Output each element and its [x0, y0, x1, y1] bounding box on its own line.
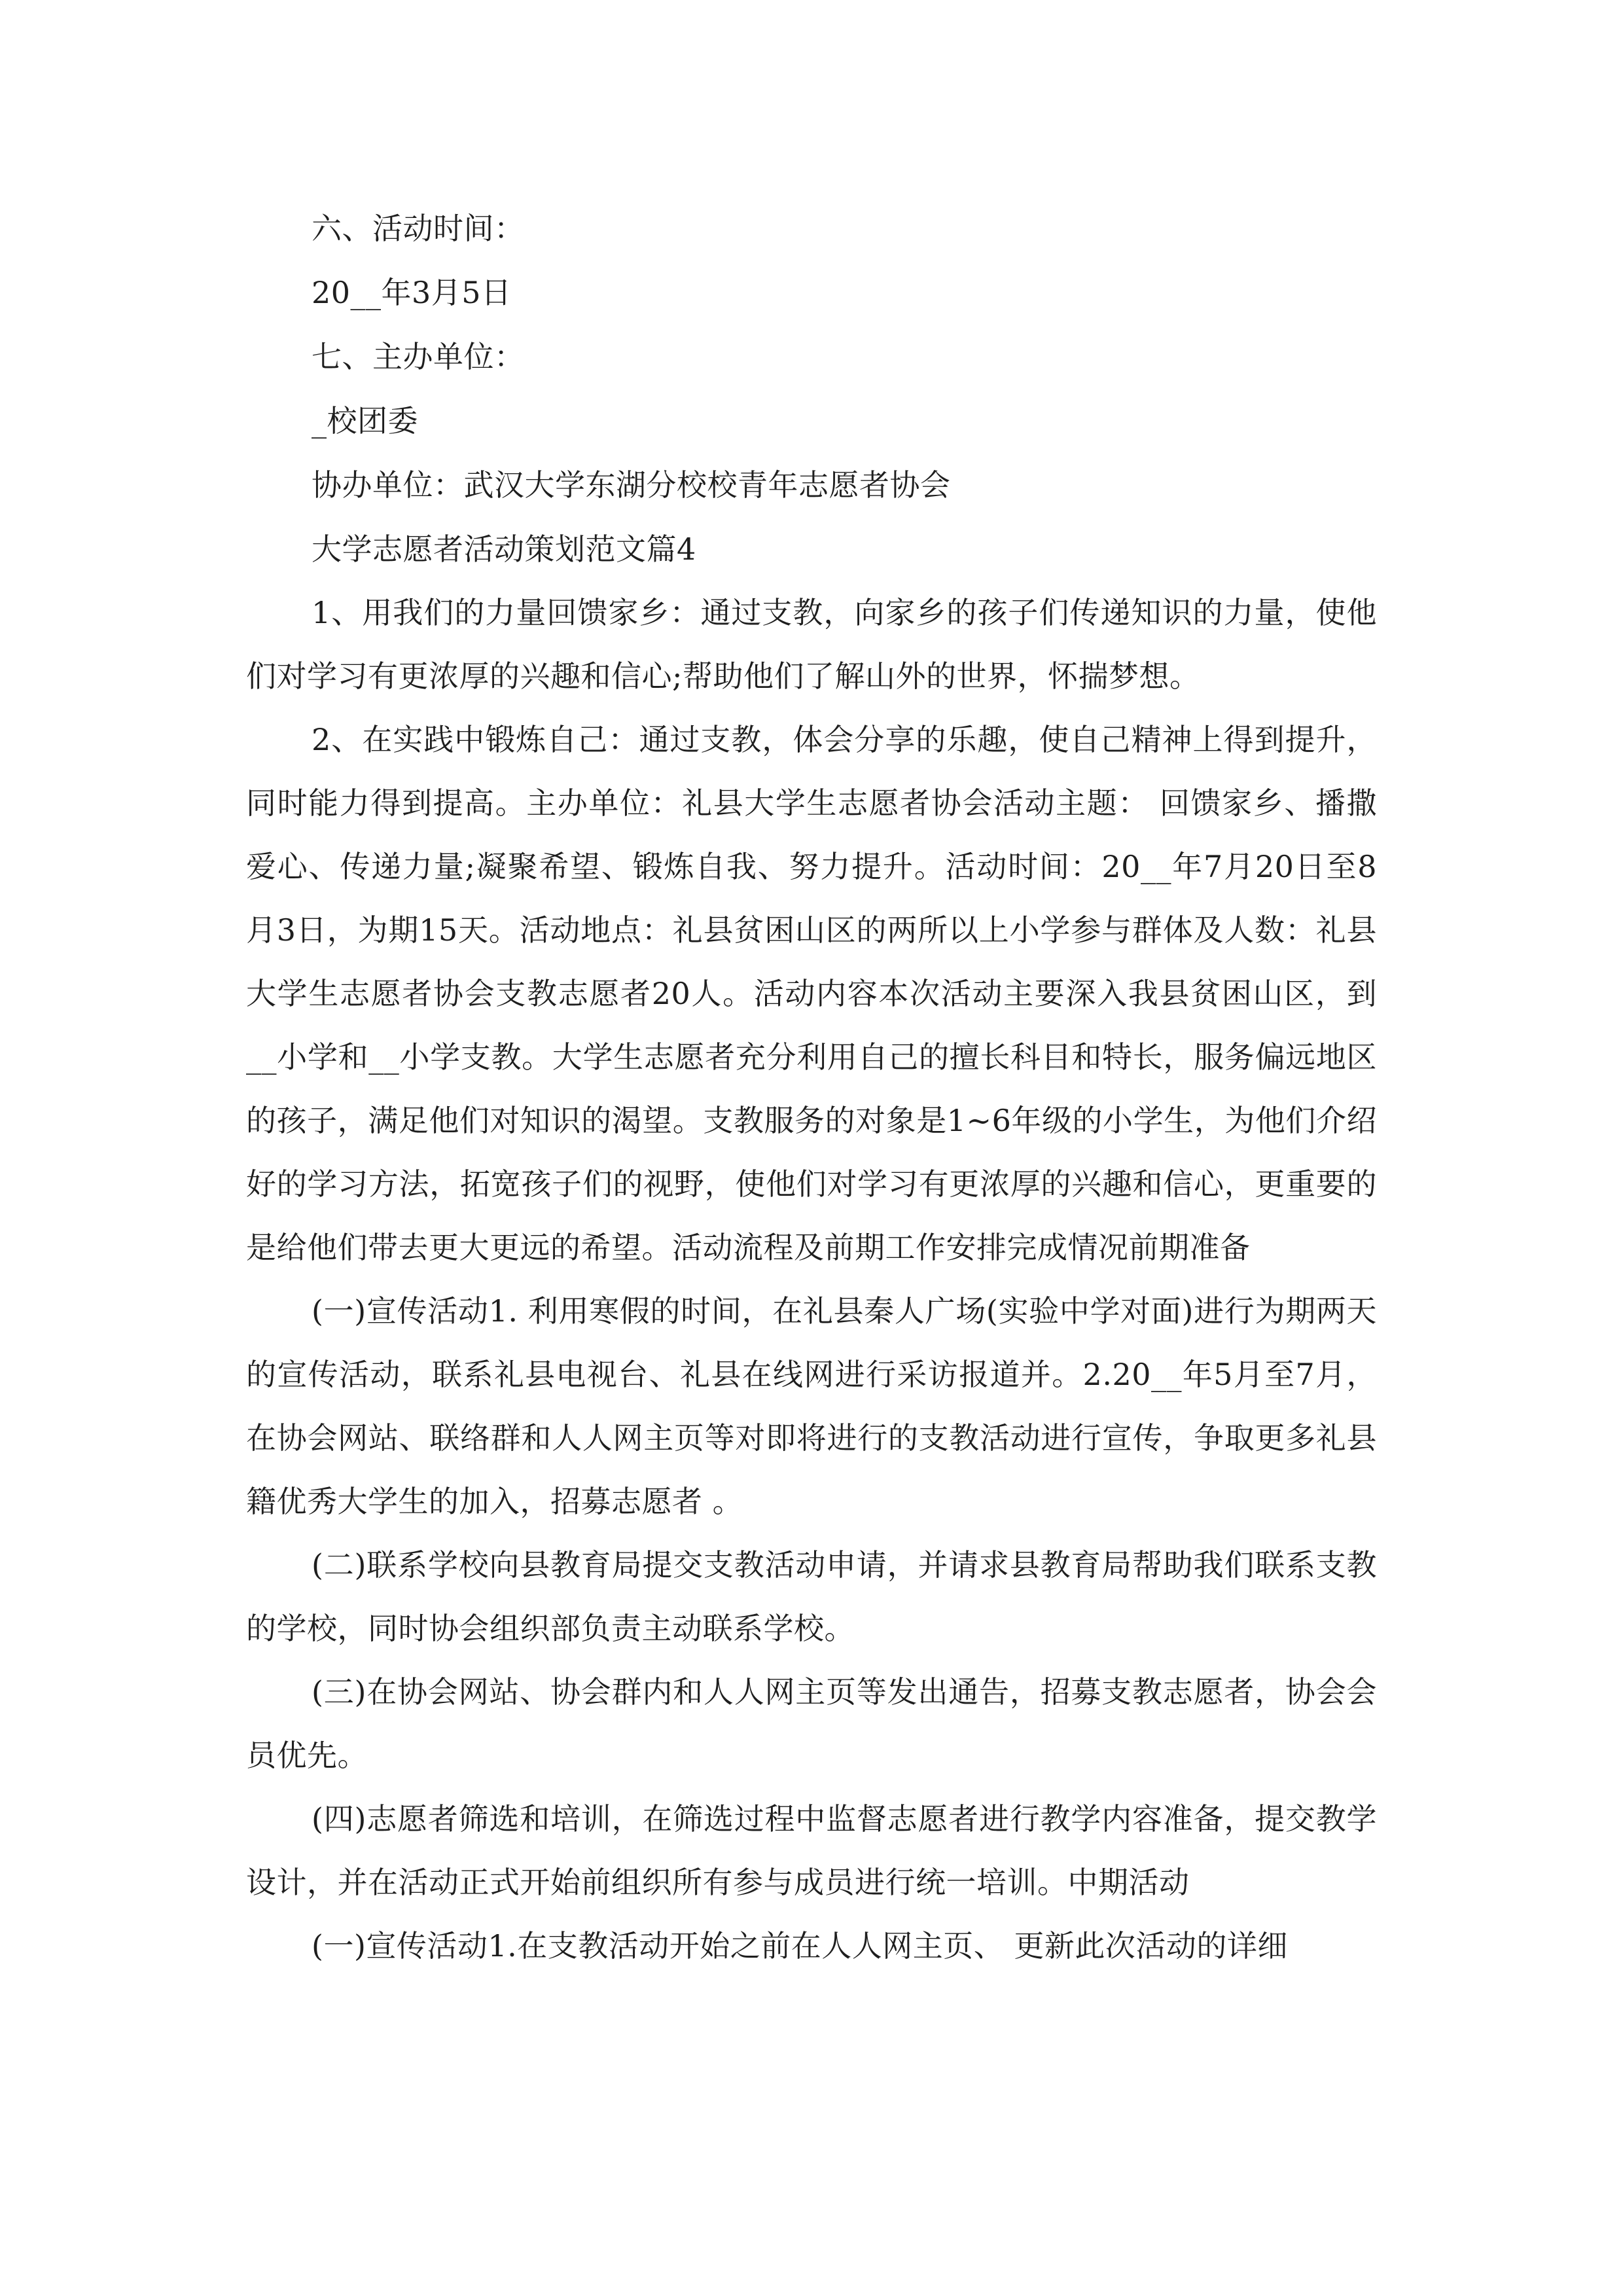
paragraph-contact-schools: (二)联系学校向县教育局提交支教活动申请，并请求县教育局帮助我们联系支教的学校，同时协会组织部负责主动联系学校。: [246, 1547, 1377, 1646]
organizer-name: _校团委: [312, 403, 418, 439]
activity-date: 20__年3月5日: [312, 275, 512, 310]
paragraph-publicity: (一)宣传活动1. 利用寒假的时间，在礼县秦人广场(实验中学对面)进行为期两天的宣传活动，联系礼县电视台、礼县在线网进行采访报道并。2.20__年5月至7月，在协会网站、联络群和人人网主页等对即将进行的支教活动进行宣传，争取更多礼县籍优秀大学生的加入，招募志愿者 。: [246, 1293, 1377, 1519]
co-organizer: 协办单位：武汉大学东湖分校校青年志愿者协会: [312, 467, 951, 503]
paragraph-notice: (三)在协会网站、协会群内和人人网主页等发出通告，招募支教志愿者，协会会员优先。: [246, 1674, 1377, 1773]
section-heading-activity-time: 六、活动时间：: [312, 211, 525, 246]
section-heading-organizer: 七、主办单位：: [312, 339, 525, 374]
document-body: [246, 196, 1377, 1978]
paragraph-goal-2: 2、在实践中锻炼自己：通过支教，体会分享的乐趣，使自己精神上得到提升，同时能力得到提高。主办单位：礼县大学生志愿者协会活动主题： 回馈家乡、播撒爱心、传递力量;凝聚希望、锻炼自我、努力提升。活动时间：20__年7月20日至8月3日，为期15天。活动地点：礼县贫困山区的两所以上小学参与群体及人数：礼县大学生志愿者协会支教志愿者20人。活动内容本次活动主要深入我县贫困山区，到__小学和__小学支教。大学生志愿者充分利用自己的擅长科目和特长，服务偏远地区的孩子，满足他们对知识的渴望。支教服务的对象是1~6年级的小学生，为他们介绍好的学习方法，拓宽孩子们的视野，使他们对学习有更浓厚的兴趣和信心，更重要的是给他们带去更大更远的希望。活动流程及前期工作安排完成情况前期准备: [246, 722, 1377, 1265]
paragraph-mid-publicity: (一)宣传活动1.在支教活动开始之前在人人网主页、 更新此次活动的详细: [312, 1928, 1288, 1964]
article-title: 大学志愿者活动策划范文篇4: [312, 531, 696, 567]
paragraph-training: (四)志愿者筛选和培训，在筛选过程中监督志愿者进行教学内容准备，提交教学设计，并在活动正式开始前组织所有参与成员进行统一培训。中期活动: [246, 1801, 1377, 1900]
paragraph-goal-1: 1、用我们的力量回馈家乡：通过支教，向家乡的孩子们传递知识的力量，使他们对学习有更浓厚的兴趣和信心;帮助他们了解山外的世界，怀揣梦想。: [246, 595, 1377, 694]
